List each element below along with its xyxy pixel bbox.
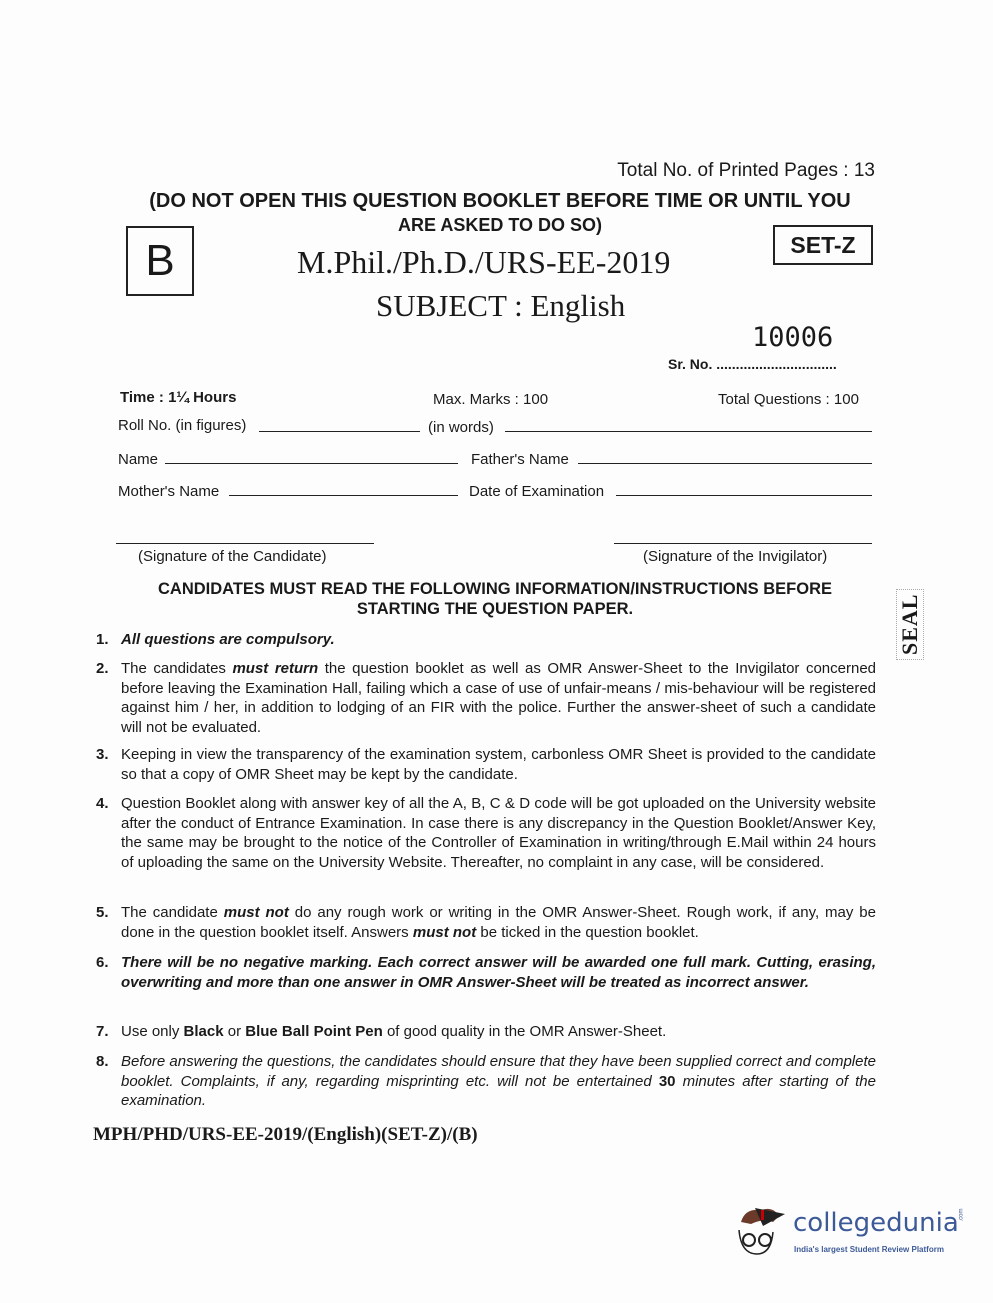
instruction-text xyxy=(121,745,876,784)
mother-name-field[interactable] xyxy=(229,495,458,496)
mother-name-label: Mother's Name xyxy=(118,483,220,500)
instruction-segment: Question Booklet along with answer key of all the A, B, C & D code will be got uploaded on the University website after the conduct of Entrance Examination. In case there is any discrepancy in the Question Booklet/Answer Key, the same may be brought to the notice of the Controller of Examination in writing/through E.Mail within 24 hours of uploading the same on the University Website. Thereafter, no complaint in any case, will be considered. xyxy=(121,795,876,871)
total-pages: Total No. of Printed Pages : 13 xyxy=(617,160,875,181)
instruction-segment: The candidates xyxy=(121,660,233,677)
instruction-segment: All questions are compulsory. xyxy=(121,631,335,648)
mascot-logo-icon xyxy=(733,1200,793,1260)
instruction-segment: Black xyxy=(183,1023,224,1040)
instruction-number: 6. xyxy=(96,954,109,971)
warning-line-1: (DO NOT OPEN THIS QUESTION BOOKLET BEFORE TIME OR UNTIL YOU xyxy=(149,190,851,212)
instruction-segment: the question booklet as well as OMR Answer-Sheet to the Invigilator concerned before leaving the Examination Hall, failing which a case of use of unfair-means / mis-behaviour will be registered against him / her, in addition to lodging of an FIR with the police. Further the answer-sheet of such a candidate will not be evaluated. xyxy=(121,660,877,736)
instruction-number: 2. xyxy=(96,660,109,677)
serial-number: 10006 xyxy=(752,322,834,353)
instruction-item xyxy=(96,953,876,992)
subject: SUBJECT : English xyxy=(376,288,626,323)
instruction-number: 4. xyxy=(96,795,109,812)
invigilator-signature-label: (Signature of the Invigilator) xyxy=(643,548,828,565)
instruction-segment: be ticked in the question booklet. xyxy=(476,923,699,941)
instruction-text xyxy=(121,794,876,872)
instruction-text xyxy=(121,659,876,737)
instruction-number: 1. xyxy=(96,631,109,648)
instruction-text xyxy=(121,630,876,650)
instruction-segment: or xyxy=(223,1023,246,1040)
instruction-segment: Use only xyxy=(121,1023,184,1040)
invigilator-signature-line xyxy=(614,543,872,544)
instruction-segment: of good quality in the OMR Answer-Sheet. xyxy=(382,1023,667,1040)
brand-name: collegedunia xyxy=(793,1208,959,1238)
instruction-item xyxy=(96,794,876,872)
father-name-label: Father's Name xyxy=(471,451,569,468)
instruction-text xyxy=(121,903,876,942)
instruction-segment: There will be no negative marking. Each correct answer will be awarded one full mark. Cutting, erasing, overwriting and more than one answer in OMR Answer-Sheet will be treated as incorrect answer. xyxy=(121,954,876,991)
booklet-code-box: B xyxy=(126,226,194,296)
instruction-segment: 30 xyxy=(658,1072,676,1090)
instruction-segment: Keeping in view the transparency of the examination system, carbonless OMR Sheet is provided to the candidate so that a copy of OMR Sheet may be kept by the candidate. xyxy=(121,746,876,783)
instruction-item xyxy=(96,1052,876,1111)
instruction-number: 5. xyxy=(96,904,109,921)
date-exam-label: Date of Examination xyxy=(469,483,605,500)
total-questions: Total Questions : 100 xyxy=(718,391,859,408)
name-field[interactable] xyxy=(165,463,458,464)
roll-figures-field[interactable] xyxy=(259,431,420,432)
roll-words-field[interactable] xyxy=(505,431,872,432)
instruction-segment: must not xyxy=(223,904,289,921)
brand-domain: .com xyxy=(958,1208,965,1222)
instruction-segment: must return xyxy=(232,660,319,677)
instruction-item xyxy=(96,630,876,650)
instruction-segment: must not xyxy=(412,923,477,941)
warning-line-2: ARE ASKED TO DO SO) xyxy=(397,215,603,235)
max-marks: Max. Marks : 100 xyxy=(433,391,549,408)
time: Time : 1¼ Hours xyxy=(120,389,237,406)
instruction-text xyxy=(121,953,876,992)
instruction-number: 3. xyxy=(96,746,109,763)
instruction-segment: minutes after starting of the examination. xyxy=(121,1072,876,1109)
seal-stamp: SEAL xyxy=(896,589,924,660)
instruction-segment: Before answering the questions, the candidates should ensure that they have been supplied correct and complete booklet. Complaints, if any, regarding misprinting etc. will not be entertained xyxy=(121,1053,876,1090)
candidate-signature-line[interactable] xyxy=(116,543,374,544)
instruction-item xyxy=(96,1022,876,1042)
set-box: SET-Z xyxy=(773,225,873,265)
father-name-field[interactable] xyxy=(578,463,872,464)
roll-figures-label: Roll No. (in figures) xyxy=(118,417,247,434)
collegedunia-watermark xyxy=(733,1200,963,1260)
roll-words-label: (in words) xyxy=(428,419,494,436)
candidate-signature-label: (Signature of the Candidate) xyxy=(138,548,327,565)
instruction-text xyxy=(121,1052,876,1111)
instruction-number: 8. xyxy=(96,1053,109,1070)
instruction-segment: Blue Ball Point Pen xyxy=(245,1023,383,1040)
instruction-text xyxy=(121,1022,876,1042)
exam-title: M.Phil./Ph.D./URS-EE-2019 xyxy=(297,244,671,280)
serial-label: Sr. No. ............................... xyxy=(668,356,837,372)
instruction-item xyxy=(96,745,876,784)
instruction-segment: The candidate xyxy=(121,904,224,921)
instructions-heading-2: STARTING THE QUESTION PAPER. xyxy=(356,600,634,618)
date-exam-field[interactable] xyxy=(616,495,872,496)
instructions-heading-1: CANDIDATES MUST READ THE FOLLOWING INFORMATION/INSTRUCTIONS BEFORE xyxy=(157,580,833,598)
instruction-item xyxy=(96,659,876,737)
instruction-number: 7. xyxy=(96,1023,109,1040)
instruction-item xyxy=(96,903,876,942)
name-label: Name xyxy=(118,451,159,468)
footer-code: MPH/PHD/URS-EE-2019/(English)(SET-Z)/(B) xyxy=(93,1124,478,1145)
brand-tagline: India's largest Student Review Platform xyxy=(794,1245,944,1254)
instruction-segment: do any rough work or writing in the OMR Answer-Sheet. Rough work, if any, may be done in the question booklet itself. Answers xyxy=(121,904,876,941)
